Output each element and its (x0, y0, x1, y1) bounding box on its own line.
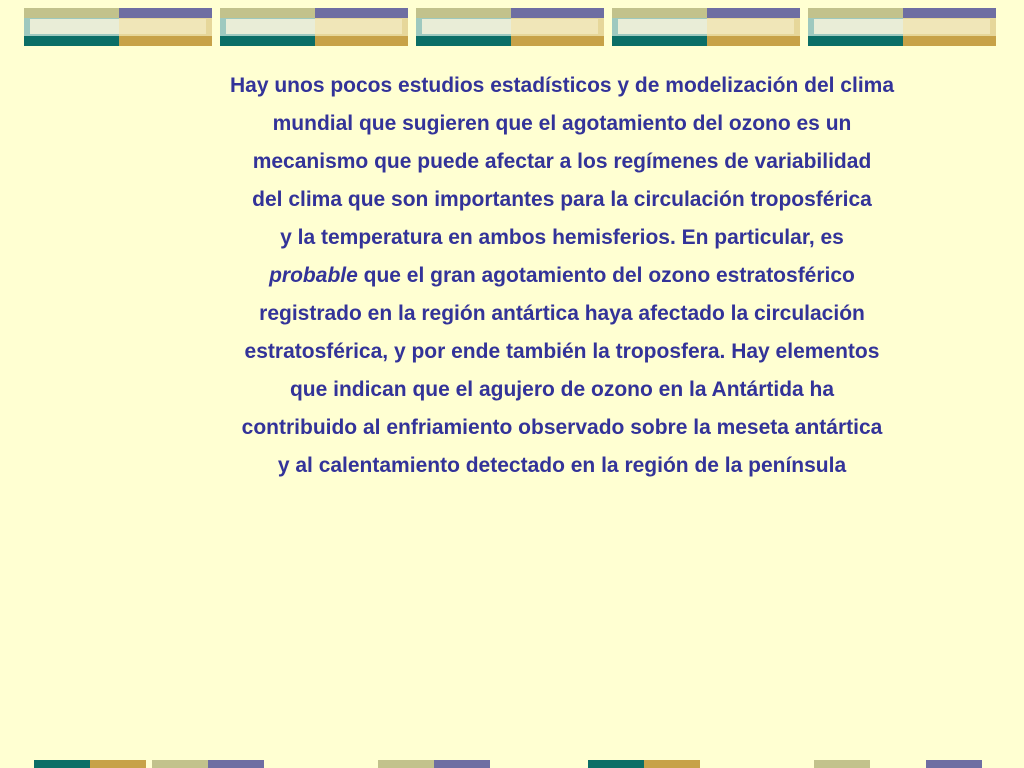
text-paragraph: contribuido al enfriamiento observado sobre la meseta antártica (241, 416, 883, 439)
text-paragraph: registrado en la región antártica haya afectado la circulación (259, 302, 865, 325)
text-paragraph: estratosférica, y por ende también la troposfera. Hay elementos (244, 340, 880, 363)
banner-segment (434, 760, 490, 768)
text-paragraph: y al calentamiento detectado en la región de la península (277, 454, 847, 477)
banner-segment (208, 760, 264, 768)
banner-segment (814, 760, 870, 768)
slide-body-text (203, 72, 921, 490)
banner-segment (378, 760, 434, 768)
banner-segment (34, 760, 90, 768)
text-paragraph: mecanismo que puede afectar a los regímenes de variabilidad (252, 150, 872, 173)
banner-tile (220, 8, 408, 46)
text-fragment: que el gran agotamiento del ozono estratosférico (357, 264, 855, 287)
banner-segment (588, 760, 644, 768)
text-paragraph: que indican que el agujero de ozono en la Antártida ha (289, 378, 835, 401)
emphasized-word: probable (269, 264, 358, 287)
text-paragraph (203, 262, 921, 289)
text-paragraph: mundial que sugieren que el agotamiento del ozono es un (272, 112, 852, 135)
banner-tile (808, 8, 996, 46)
bottom-decorative-banner (0, 760, 1024, 768)
text-paragraph: del clima que son importantes para la circulación troposférica (252, 188, 872, 211)
banner-tile (612, 8, 800, 46)
text-paragraph: Hay unos pocos estudios estadísticos y de modelización del clima (229, 74, 895, 97)
banner-segment (644, 760, 700, 768)
banner-segment (926, 760, 982, 768)
banner-tile (416, 8, 604, 46)
banner-tile (24, 8, 212, 46)
text-paragraph: y la temperatura en ambos hemisferios. En particular, es (280, 226, 844, 249)
banner-segment (152, 760, 208, 768)
banner-segment (90, 760, 146, 768)
top-decorative-banner (24, 8, 1000, 46)
